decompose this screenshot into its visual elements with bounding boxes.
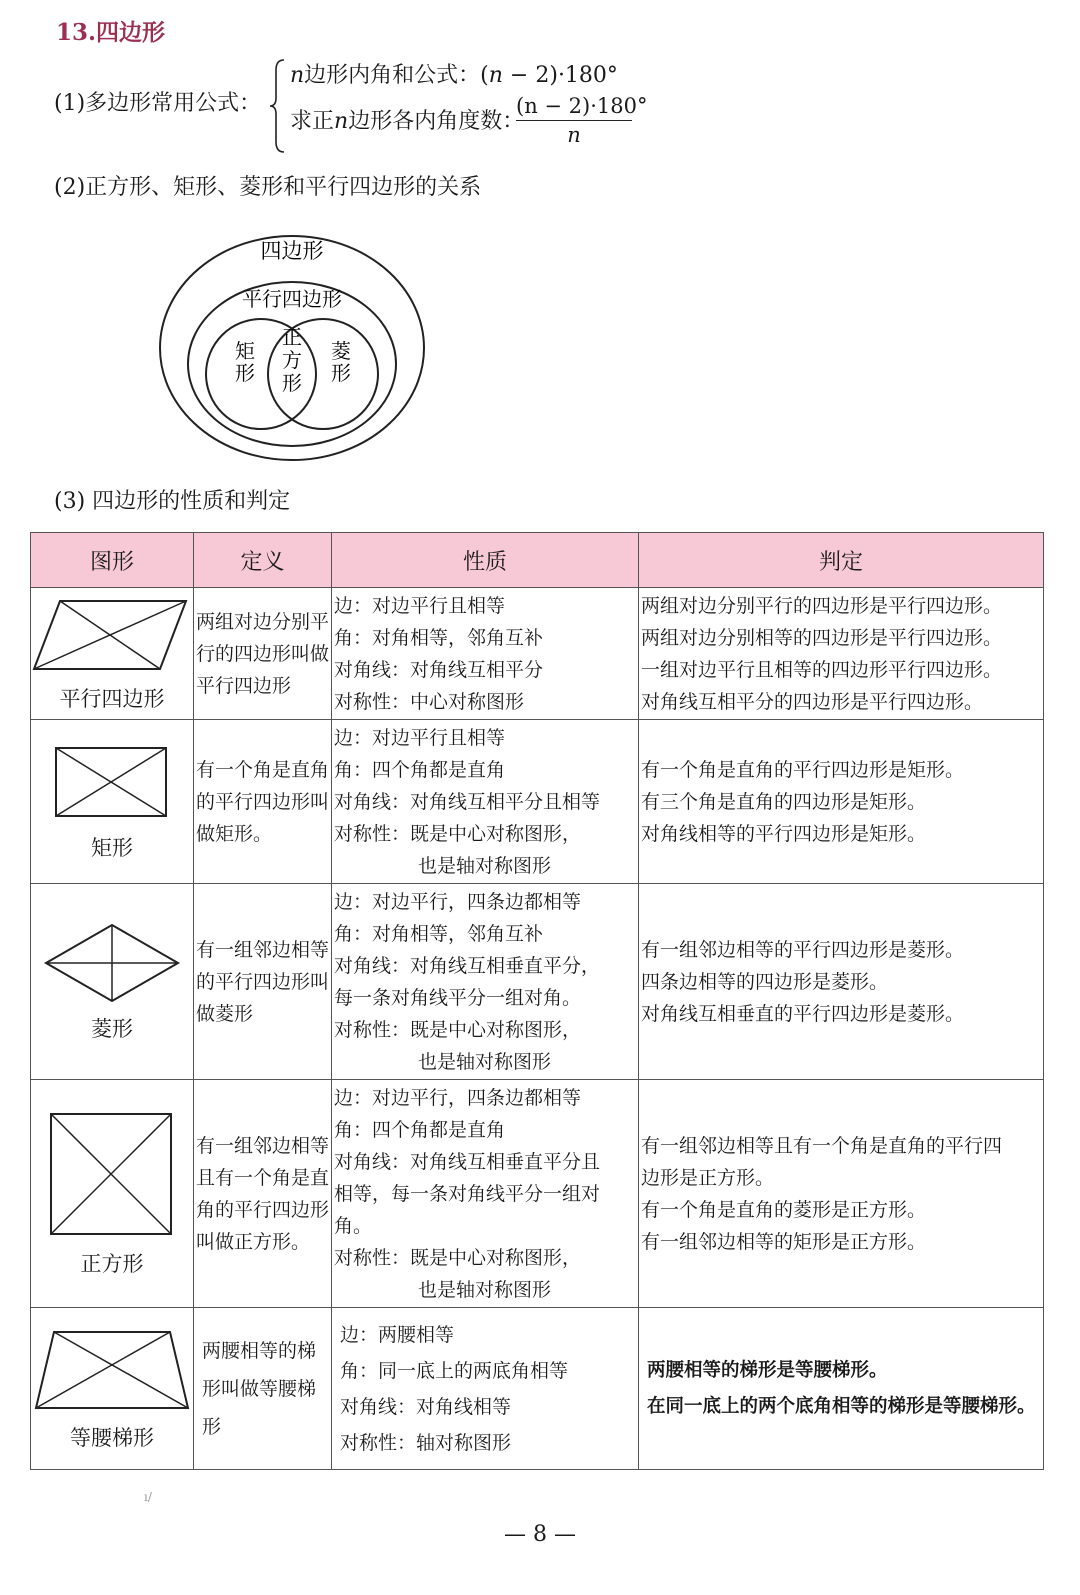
venn-label-square-2: 方	[282, 348, 302, 372]
venn-label-rectangle-1: 矩	[235, 339, 255, 363]
section-title: 13.四边形	[56, 19, 166, 46]
properties-cell: 边：对边平行且相等 角：四个角都是直角 对角线：对角线互相平分且相等 对称性：既是中心对称图形， 也是轴对称图形	[332, 720, 639, 884]
properties-section-label: (3) 四边形的性质和判定	[54, 489, 291, 514]
header-shape: 图形	[31, 533, 194, 588]
venn-label-rhombus-1: 菱	[331, 339, 351, 363]
venn-label-parallelogram: 平行四边形	[242, 287, 342, 311]
rhombus-figure	[42, 921, 182, 1005]
criteria-cell: 有一个角是直角的平行四边形是矩形。 有三个角是直角的四边形是矩形。 对角线相等的平行四边形是矩形。	[639, 720, 1044, 884]
fraction-numerator: (n − 2)·180°	[516, 94, 632, 121]
shape-name: 等腰梯形	[70, 1425, 154, 1450]
header-criteria: 判定	[639, 533, 1044, 588]
definition-cell: 两组对边分别平行的四边形叫做平行四边形	[194, 588, 332, 720]
table-row-rhombus	[31, 884, 1044, 1080]
shape-name: 矩形	[91, 835, 133, 860]
regular-polygon-angle-formula: 求正n边形各内角度数：	[290, 109, 525, 134]
properties-cell: 边：对边平行，四条边都相等 角：对角相等，邻角互补 对角线：对角线互相垂直平分， 每一条对角线平分一组对角。 对称性：既是中心对称图形， 也是轴对称图形	[332, 884, 639, 1080]
header-definition: 定义	[194, 533, 332, 588]
venn-label-rectangle-2: 形	[235, 361, 255, 385]
square-figure	[47, 1110, 177, 1240]
definition-cell: 有一个角是直角的平行四边形叫做矩形。	[194, 720, 332, 884]
relationship-section-label: (2)正方形、矩形、菱形和平行四边形的关系	[54, 175, 482, 200]
definition-cell: 两腰相等的梯形叫做等腰梯形	[194, 1308, 332, 1470]
table-row-rectangle	[31, 720, 1044, 884]
venn-label-square-1: 正	[282, 325, 302, 349]
interior-angle-sum-formula: n边形内角和公式：(n − 2)·180°	[290, 63, 618, 88]
shape-name: 正方形	[80, 1251, 144, 1276]
header-properties: 性质	[332, 533, 639, 588]
parallelogram-figure	[32, 595, 192, 675]
shape-name: 菱形	[91, 1016, 133, 1041]
criteria-cell: 两腰相等的梯形是等腰梯形。 在同一底上的两个底角相等的梯形是等腰梯形。	[639, 1308, 1044, 1470]
criteria-cell: 两组对边分别平行的四边形是平行四边形。 两组对边分别相等的四边形是平行四边形。 一组对边平行且相等的四边形平行四边形。 对角线互相平分的四边形是平行四边形。	[639, 588, 1044, 720]
table-header-row	[31, 533, 1044, 588]
scan-mark: ı/	[144, 1490, 152, 1504]
criteria-cell: 有一组邻边相等的平行四边形是菱形。 四条边相等的四边形是菱形。 对角线互相垂直的平行四边形是菱形。	[639, 884, 1044, 1080]
isosceles-trapezoid-figure	[32, 1326, 192, 1414]
rectangle-figure	[52, 742, 172, 824]
definition-cell: 有一组邻边相等的平行四边形叫做菱形	[194, 884, 332, 1080]
shape-cell	[31, 588, 194, 720]
formula-section-label: (1)多边形常用公式：	[54, 91, 262, 116]
properties-cell: 边：两腰相等 角：同一底上的两底角相等 对角线：对角线相等 对称性：轴对称图形	[332, 1308, 639, 1470]
venn-label-rhombus-2: 形	[331, 361, 351, 385]
left-brace	[268, 58, 288, 154]
table-row-isosceles-trapezoid	[31, 1308, 1044, 1470]
shape-cell	[31, 1080, 194, 1308]
criteria-cell: 有一组邻边相等且有一个角是直角的平行四 边形是正方形。 有一个角是直角的菱形是正方形。 有一组邻边相等的矩形是正方形。	[639, 1080, 1044, 1308]
venn-label-square-3: 形	[282, 371, 302, 395]
page-number: — 8 —	[504, 1522, 576, 1547]
quadrilateral-venn-diagram	[155, 228, 435, 468]
properties-cell: 边：对边平行且相等 角：对角相等，邻角互补 对角线：对角线互相平分 对称性：中心对称图形	[332, 588, 639, 720]
quadrilateral-properties-table	[30, 532, 1044, 1470]
fraction-denominator: n	[567, 123, 581, 147]
venn-label-quadrilateral: 四边形	[260, 239, 324, 263]
properties-cell: 边：对边平行，四条边都相等 角：四个角都是直角 对角线：对角线互相垂直平分且 相等，每一条对角线平分一组对 角。 对称性：既是中心对称图形， 也是轴对称图形	[332, 1080, 639, 1308]
table-row-square	[31, 1080, 1044, 1308]
table-row-parallelogram	[31, 588, 1044, 720]
shape-cell	[31, 720, 194, 884]
shape-cell	[31, 884, 194, 1080]
shape-cell	[31, 1308, 194, 1470]
definition-cell: 有一组邻边相等且有一个角是直角的平行四边形叫做正方形。	[194, 1080, 332, 1308]
shape-name: 平行四边形	[59, 686, 165, 711]
angle-fraction	[516, 94, 648, 147]
